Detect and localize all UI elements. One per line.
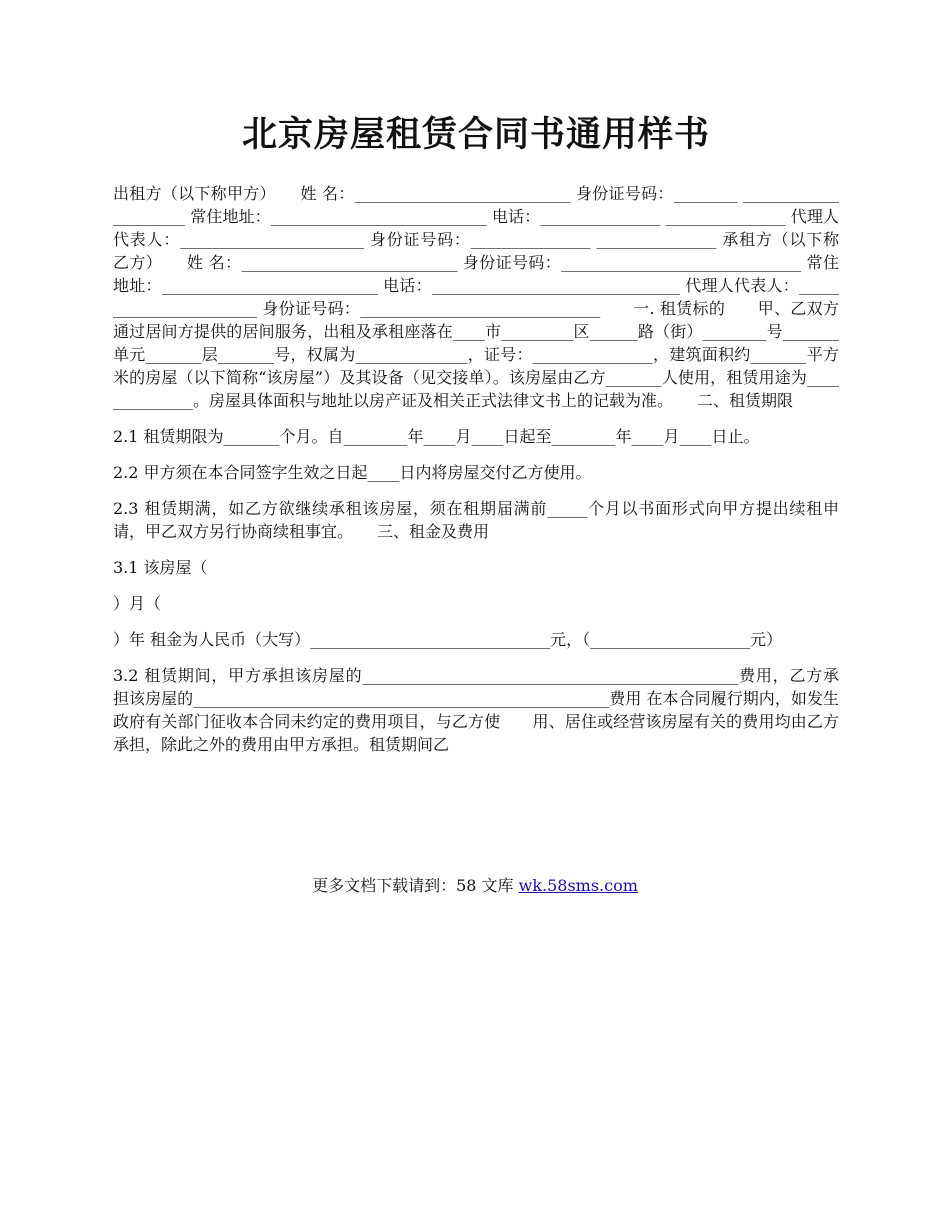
footer-link[interactable]: wk.58sms.com xyxy=(518,876,638,895)
paragraph-handover-2-2: 2.2 甲方须在本合同签字生效之日起____日内将房屋交付乙方使用。 xyxy=(113,463,592,482)
paragraph-rent-3-1: 3.1 该房屋（ xyxy=(113,558,208,577)
footer-text: 更多文档下载请到：58 文库 xyxy=(312,876,519,895)
paragraph-fees-3-2: 3.2 租赁期间，甲方承担该房屋的_______________________________________________费用，乙方承担该房屋的____________________________________________________费用 在本合同履行期内，如发生政府有关部门征收本合同未约定的费用项目，与乙方使 用、居住或经营该房屋有关的费用均由乙方承担，除此之外的费用由甲方承担。租赁期间乙 xyxy=(113,666,839,754)
document-page xyxy=(113,0,839,756)
paragraph-lease-term-2-1: 2.1 租赁期限为_______个月。自________年____月____日起至________年____月____日止。 xyxy=(113,427,760,446)
paragraph-rent-year-amount: ）年 租金为人民币（大写）______________________________元，（____________________元） xyxy=(113,630,783,649)
paragraph-renewal-2-3: 2.3 租赁期满，如乙方欲继续承租该房屋，须在租期届满前_____个月以书面形式向甲方提出续租申请，甲乙双方另行协商续租事宜。 三、租金及费用 xyxy=(113,499,839,541)
document-title: 北京房屋租赁合同书通用样书 xyxy=(241,114,710,155)
paragraph-parties-and-subject: 出租方（以下称甲方） 姓 名：___________________________ 身份证号码：________ _____________________ 常住地址：___________________________ 电话：_______________ _______________ 代理人代表人：_______________________ 身份证号码：_______________ _______________ 承租方（以下称乙方） 姓 名：___________________________ 身份证号码：______________________________ 常住地址：___________________________ 电话：_______________________________ 代理人代表人：_______________________ 身份证号码：______________________________ 一. 租赁标的 甲、乙双方通过居间方提供的居间服务，出租及承租座落在____市_________区______路（街）________号_______单元_______层_______号，权属为______________，证号：_______________，建筑面积约_______平方米的房屋（以下简称“该房屋”）及其设备（见交接单）。该房屋由乙方_______人使用，租赁用途为______________。房屋具体面积与地址以房产证及相关正式法律文书上的记载为准。 二、租赁期限 xyxy=(113,184,839,410)
paragraph-rent-month: ）月（ xyxy=(113,594,162,613)
page-footer xyxy=(0,874,950,897)
